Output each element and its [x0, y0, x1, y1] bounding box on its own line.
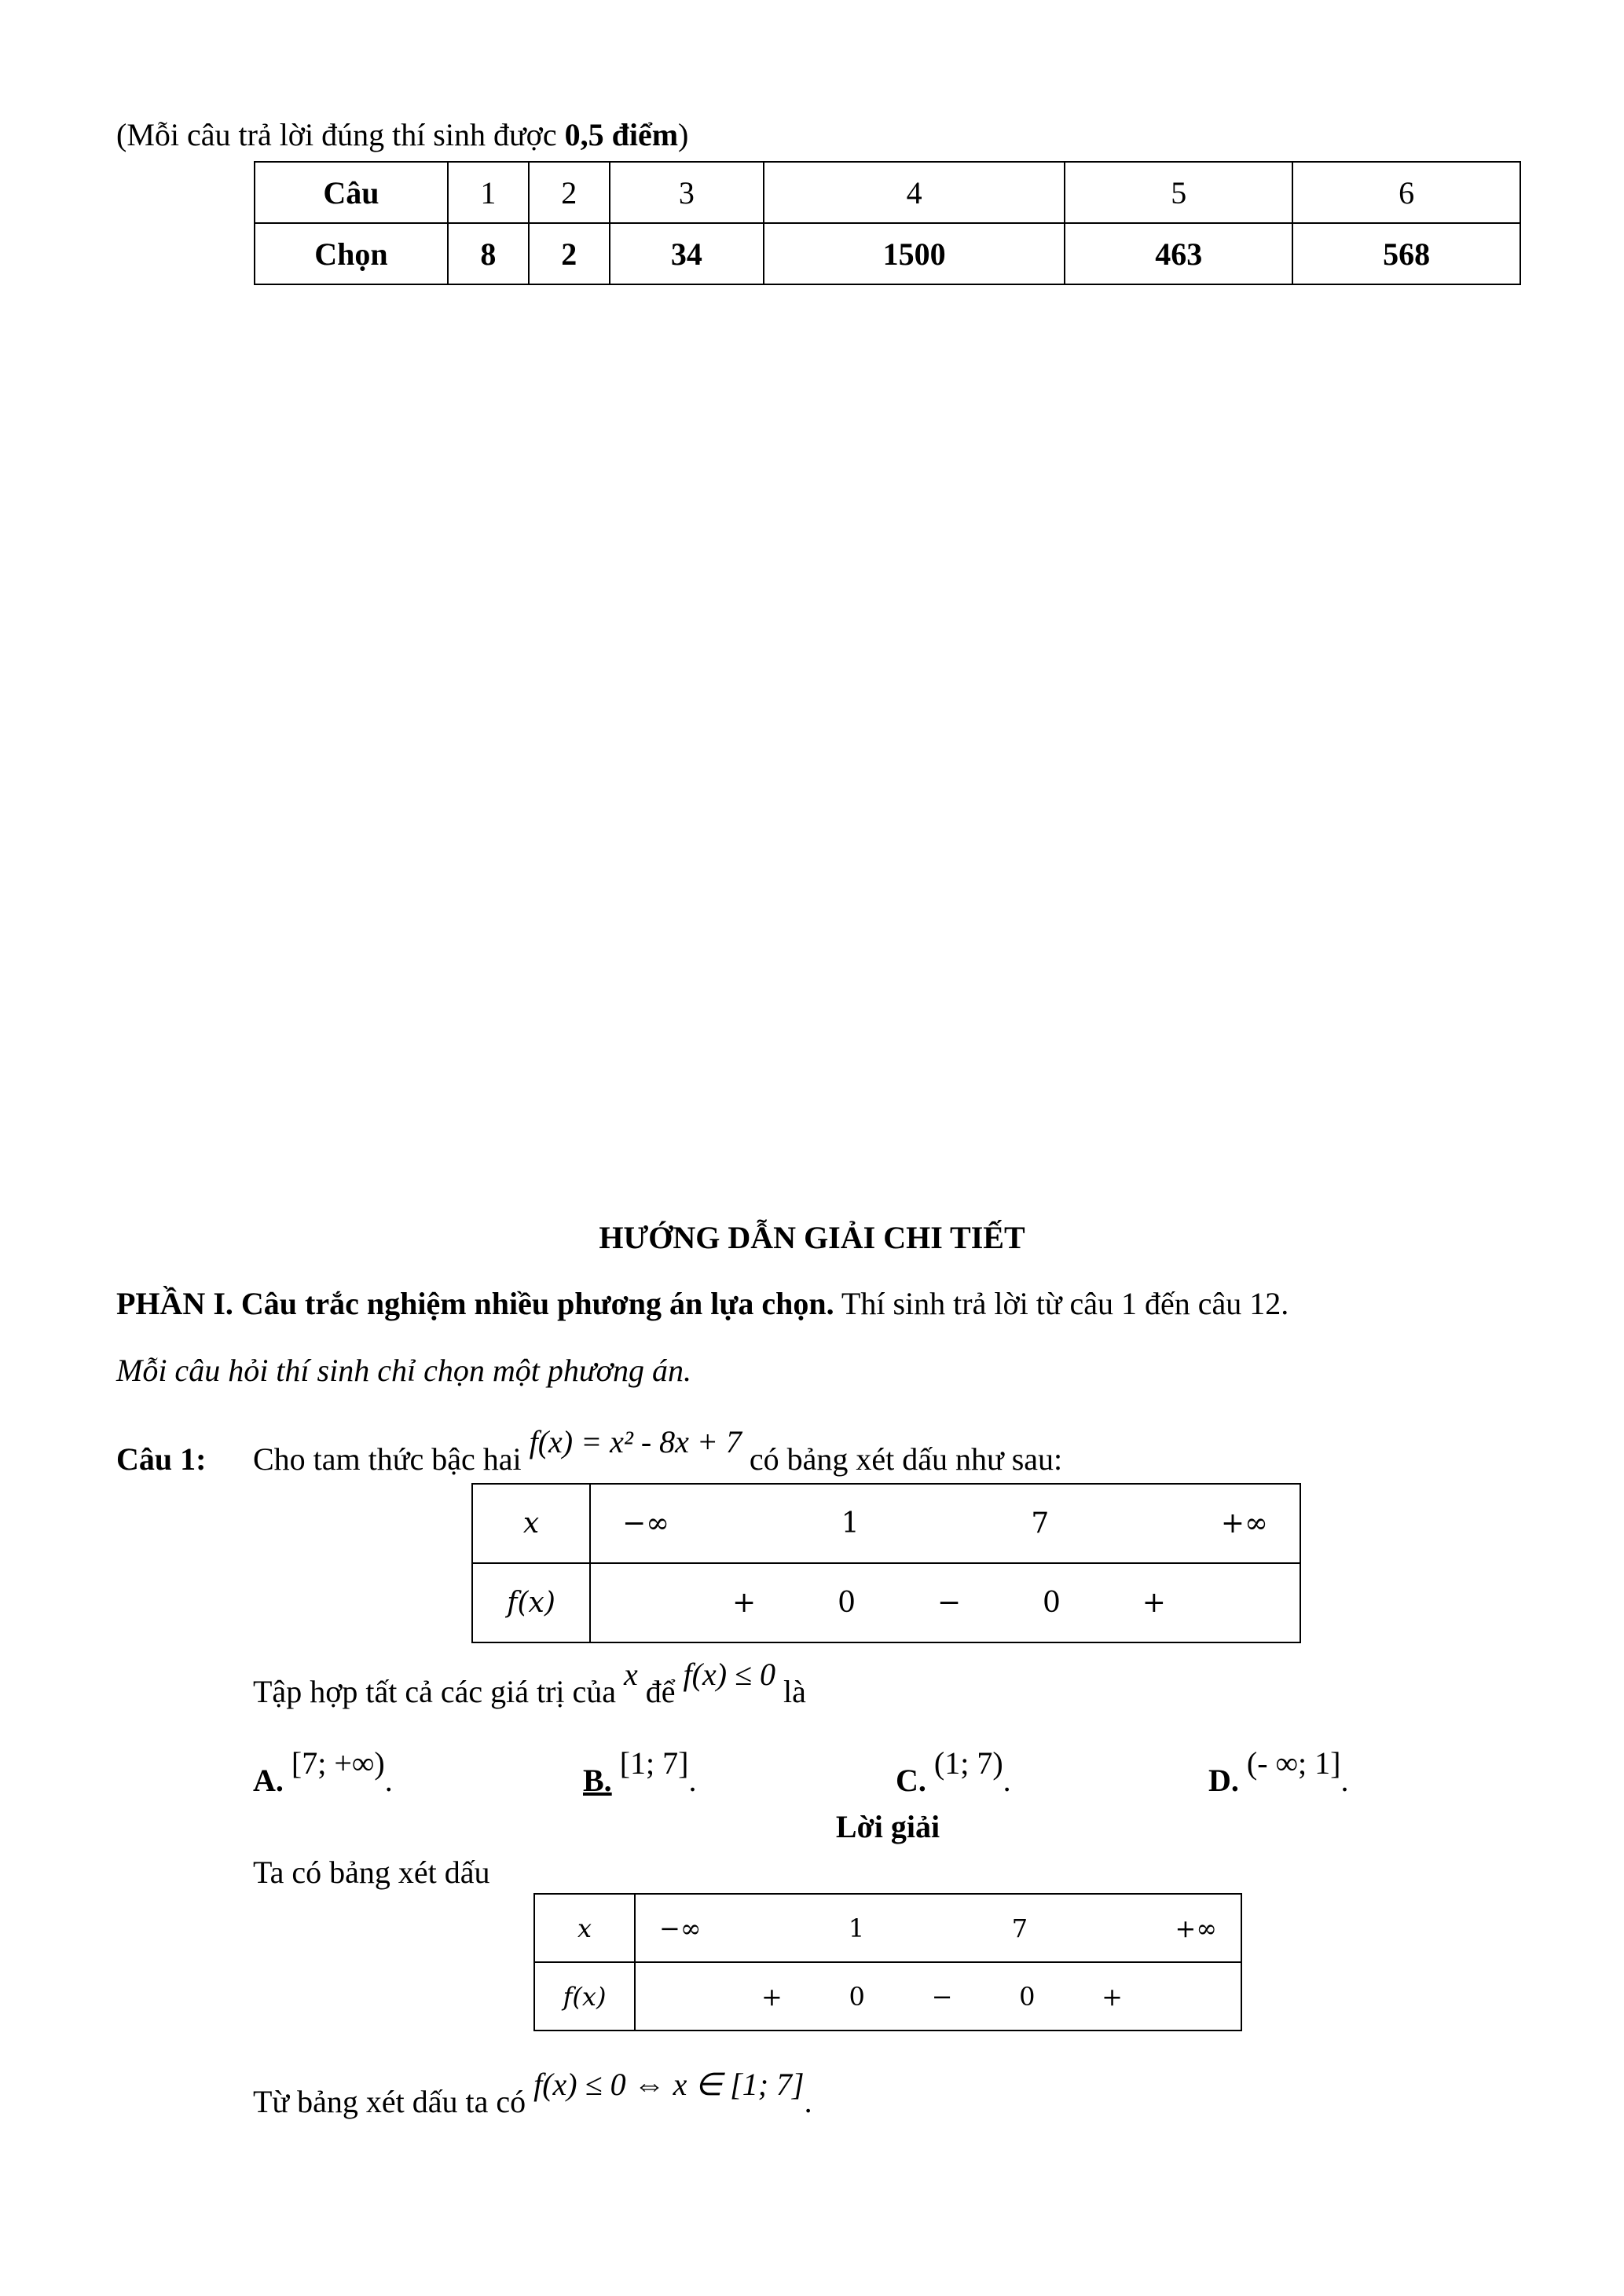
prompt-end: là [783, 1674, 806, 1709]
option-b[interactable]: B. [1; 7]. [583, 1745, 697, 1798]
sign: 0 [1019, 1981, 1036, 2012]
question-number: 1 [448, 162, 529, 223]
sign: 0 [1042, 1587, 1061, 1619]
sign-table [471, 1483, 1301, 1643]
x-value: 1 [848, 1913, 865, 1943]
conclusion-text: Từ bảng xét dấu ta có [253, 2084, 526, 2119]
function-formula: f(x) = x² - 8x + 7 [529, 1424, 742, 1459]
question-number: 6 [1292, 162, 1520, 223]
sign: + [761, 1981, 783, 2012]
x-value: 7 [1011, 1913, 1028, 1943]
scoring-note [116, 116, 688, 153]
sign: − [931, 1981, 953, 2012]
option-d[interactable]: D. (- ∞; 1]. [1208, 1745, 1349, 1798]
question-label: Câu 1: [116, 1441, 207, 1477]
part1-title: PHẦN I. Câu trắc nghiệm nhiều phương án lựa chọn. [116, 1286, 834, 1321]
x-value: +∞ [1175, 1913, 1217, 1943]
x-value: 7 [1031, 1507, 1050, 1540]
x-value: 1 [841, 1507, 860, 1540]
option-letter: D. [1208, 1763, 1239, 1798]
answer-value: 463 [1065, 223, 1292, 284]
x-label: x [534, 1894, 635, 1962]
sign: + [1142, 1587, 1166, 1619]
answer-value: 568 [1292, 223, 1520, 284]
part1-heading [116, 1285, 1289, 1322]
question-prompt [253, 1657, 806, 1710]
x-label: x [472, 1484, 590, 1563]
option-value: (1; 7) [933, 1745, 1003, 1781]
x-value: −∞ [659, 1913, 702, 1943]
prompt-mid: để [645, 1674, 676, 1709]
answer-value: 8 [448, 223, 529, 284]
question-number: 3 [610, 162, 764, 223]
question-number: 2 [529, 162, 610, 223]
scoring-note-close: ) [678, 117, 689, 152]
scoring-points: 0,5 điểm [564, 117, 679, 152]
option-letter: A. [253, 1763, 284, 1798]
option-value: [7; +∞) [291, 1745, 385, 1781]
scoring-note-text: (Mỗi câu trả lời đúng thí sinh được [116, 117, 565, 152]
stem-text-after: có bảng xét dấu như sau: [749, 1441, 1063, 1477]
fx-label: f(x) [534, 1962, 635, 2031]
answer-table [254, 161, 1521, 285]
option-letter: B. [583, 1763, 612, 1798]
question-number: 5 [1065, 162, 1292, 223]
sign: + [1102, 1981, 1123, 2012]
answer-value: 2 [529, 223, 610, 284]
solution-conclusion: Từ bảng xét dấu ta có f(x) ≤ 0 ⇔ x ∈ [1; 7]. [253, 2067, 812, 2119]
sign: 0 [849, 1981, 865, 2012]
sign: 0 [838, 1587, 856, 1619]
option-c[interactable]: C. (1; 7). [896, 1745, 1011, 1798]
question-stem [253, 1424, 1063, 1478]
x-value: +∞ [1220, 1507, 1268, 1540]
part1-desc: Thí sinh trả lời từ câu 1 đến câu 12. [834, 1286, 1289, 1321]
prompt-var: x [624, 1657, 638, 1692]
solution-intro: Ta có bảng xét dấu [253, 1855, 490, 1890]
solution-title: Lời giải [835, 1809, 940, 1844]
prompt-condition: f(x) ≤ 0 [683, 1657, 776, 1692]
answer-value: 34 [610, 223, 764, 284]
stem-text: Cho tam thức bậc hai [253, 1441, 522, 1477]
fx-label: f(x) [472, 1563, 590, 1642]
solution-sign-table [533, 1893, 1242, 2031]
option-a[interactable]: A. [7; +∞). [253, 1745, 393, 1798]
guide-title: HƯỚNG DẪN GIẢI CHI TIẾT [599, 1220, 1025, 1255]
sign: − [937, 1587, 962, 1619]
option-value: [1; 7] [619, 1745, 689, 1781]
question-number: 4 [764, 162, 1065, 223]
prompt-text: Tập hợp tất cả các giá trị của [253, 1674, 617, 1709]
sign: + [732, 1587, 757, 1619]
option-value: (- ∞; 1] [1246, 1745, 1341, 1781]
conclusion-formula: f(x) ≤ 0 ⇔ x ∈ [1; 7] [533, 2067, 805, 2102]
option-letter: C. [896, 1763, 926, 1798]
answer-value: 1500 [764, 223, 1065, 284]
x-value: −∞ [622, 1507, 670, 1540]
row-label: Chọn [255, 223, 448, 284]
part1-note: Mỗi câu hỏi thí sinh chỉ chọn một phương án. [116, 1353, 691, 1388]
header-label: Câu [323, 174, 379, 211]
